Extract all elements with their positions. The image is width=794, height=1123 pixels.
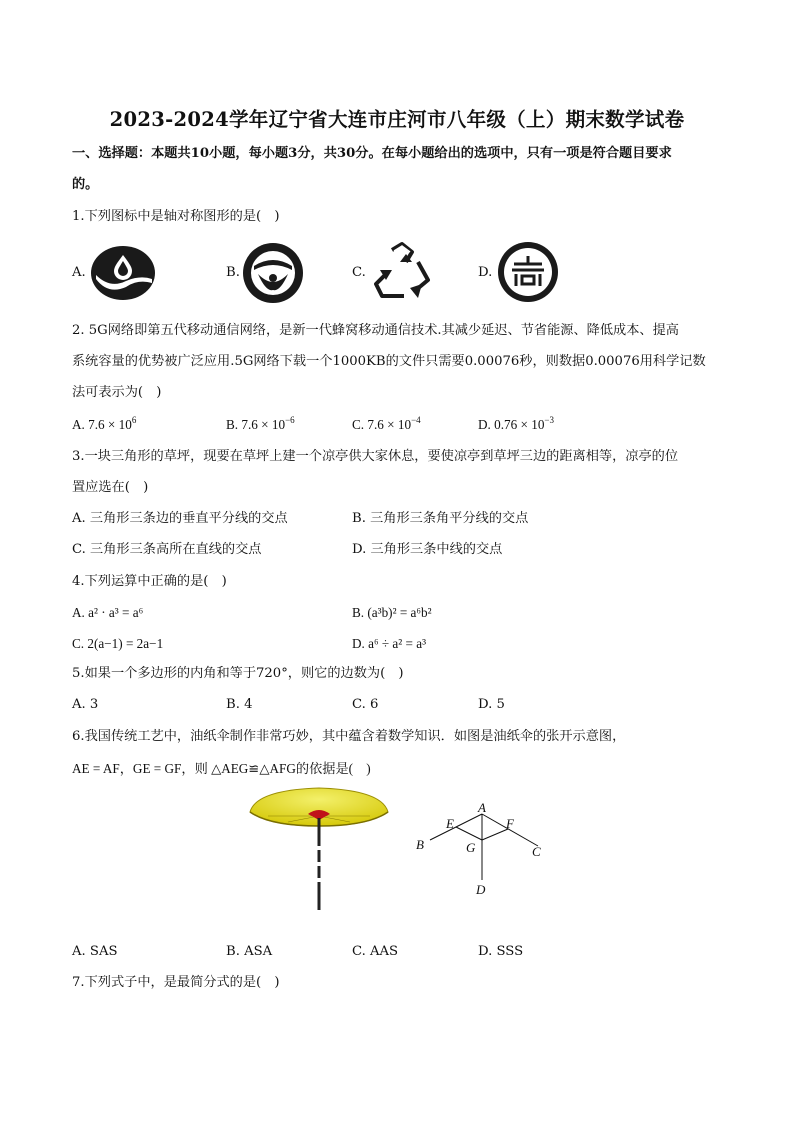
q2-line1: 2. 5G网络即第五代移动通信网络，是新一代蜂窝移动通信技术.其减少延迟、节省能源、降低成本、提高: [72, 323, 679, 338]
q6-option-b: B. ASA: [226, 944, 273, 959]
q3-line1: 3.一块三角形的草坪，现要在草坪上建一个凉亭供大家休息，要使凉亭到草坪三边的距离相等，凉亭的位: [72, 449, 679, 464]
q1-option-c: C.: [352, 265, 366, 280]
point-label-f: F: [506, 816, 514, 831]
point-label-a: A: [478, 800, 486, 815]
q4-option-a: A. a² · a³ = a⁶: [72, 605, 144, 620]
q4-option-d: D. a⁶ ÷ a² = a³: [352, 636, 427, 651]
q3-option-c: C. 三角形三条高所在直线的交点: [72, 542, 262, 557]
q4-option-c: C. 2(a−1) = 2a−1: [72, 636, 164, 651]
water-drop-logo-icon: [90, 245, 156, 301]
point-label-c: C: [532, 844, 541, 859]
q4-option-b: B. (a³b)² = a⁶b²: [352, 605, 432, 620]
q5-stem: 5.如果一个多边形的内角和等于720°，则它的边数为( ): [72, 666, 404, 681]
q6-option-a: A. SAS: [72, 944, 118, 959]
q3-line2: 置应选在( ): [72, 480, 149, 495]
q1-stem: 1.下列图标中是轴对称图形的是( ): [72, 209, 280, 224]
q6-line2: AE = AF，GE = GF，则 △AEG≌△AFG的依据是( ): [72, 761, 371, 776]
point-label-e: E: [446, 816, 454, 831]
q2-option-d: D. $0.76 \times 10^{-3}$: [478, 415, 554, 432]
point-label-d: D: [476, 882, 486, 897]
q1-option-b: B.: [226, 265, 240, 280]
q3-option-d: D. 三角形三条中线的交点: [352, 542, 503, 557]
q1-option-a: A.: [72, 265, 86, 280]
green-food-logo-icon: [242, 242, 304, 304]
circle-character-logo-icon: [496, 240, 560, 304]
section-heading-line2: 的。: [72, 177, 99, 192]
q2-option-c: C. $7.6 \times 10^{-4}$: [352, 415, 421, 432]
q7-stem: 7.下列式子中，是最简分式的是( ): [72, 975, 280, 990]
point-label-b: B: [416, 837, 424, 852]
q2-option-a: A. $7.6 \times 10^6$: [72, 415, 137, 432]
q3-option-b: B. 三角形三条角平分线的交点: [352, 511, 529, 526]
page-title: 2023-2024学年辽宁省大连市庄河市八年级（上）期末数学试卷: [109, 108, 685, 131]
q6-line1: 6.我国传统工艺中，油纸伞制作非常巧妙，其中蕴含着数学知识．如图是油纸伞的张开示意图，: [72, 729, 626, 744]
q2-line3: 法可表示为( ): [72, 385, 162, 400]
q6-option-c: C. AAS: [352, 944, 399, 959]
q5-option-d: D. 5: [478, 697, 505, 712]
q1-option-d: D.: [478, 265, 493, 280]
q5-option-a: A. 3: [72, 697, 99, 712]
q2-option-b: B. $7.6 \times 10^{-6}$: [226, 415, 295, 432]
q6-option-d: D. SSS: [478, 944, 524, 959]
q2-line2: 系统容量的优势被广泛应用.5G网络下载一个1000KB的文件只需要0.00076秒，则数据0.00076用科学记数: [72, 354, 706, 369]
q4-stem: 4.下列运算中正确的是( ): [72, 574, 227, 589]
q5-option-b: B. 4: [226, 697, 253, 712]
section-heading-line1: 一、选择题：本题共10小题，每小题3分，共30分。在每小题给出的选项中，只有一项是符合题目要求: [72, 146, 672, 161]
umbrella-illustration: [248, 786, 390, 912]
q3-option-a: A. 三角形三条边的垂直平分线的交点: [72, 511, 288, 526]
q5-option-c: C. 6: [352, 697, 379, 712]
recycle-icon: [370, 240, 434, 302]
point-label-g: G: [466, 840, 476, 855]
